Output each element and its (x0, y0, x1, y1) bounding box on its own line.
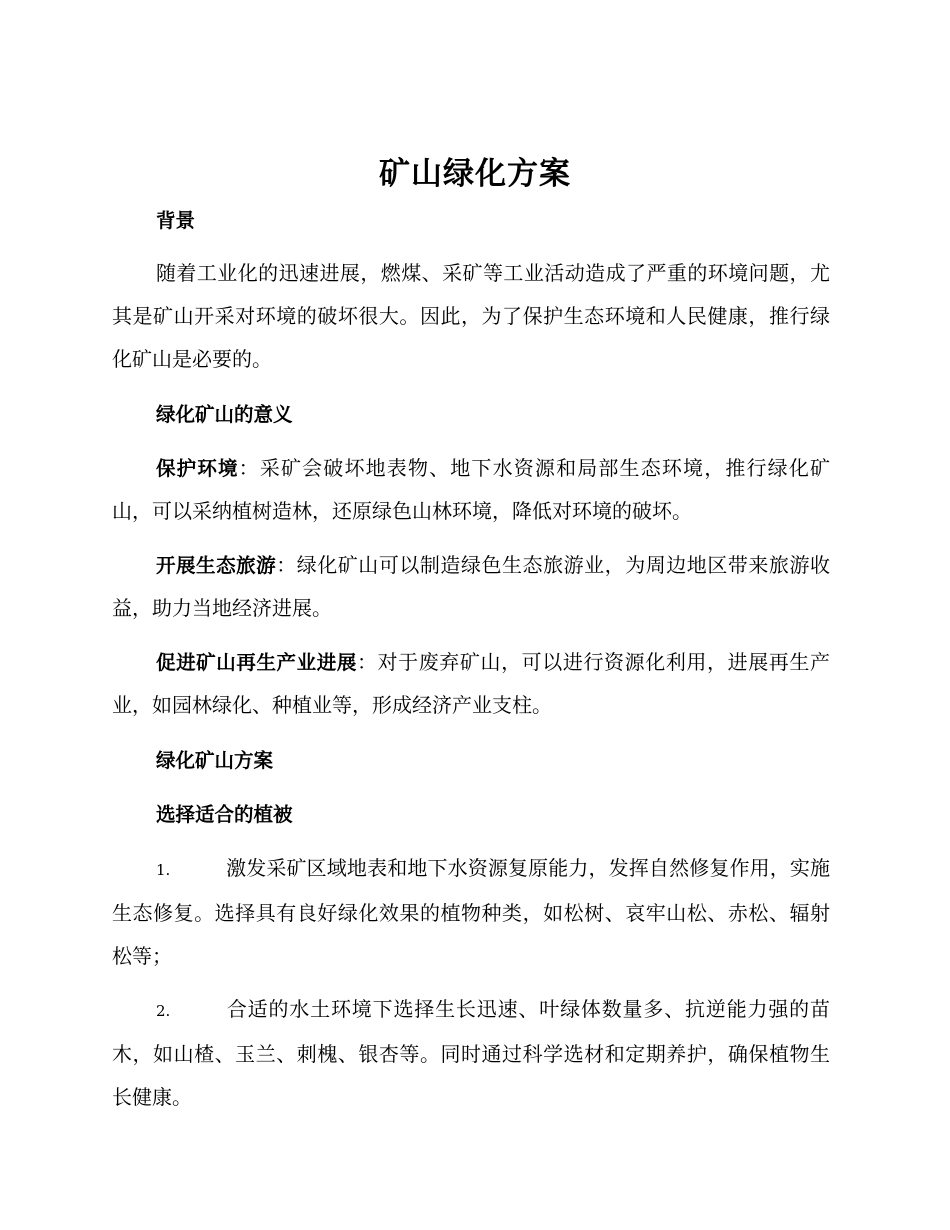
heading-significance: 绿化矿山的意义 (156, 403, 293, 426)
text-regeneration-industry: ：对于废弃矿山，可以进行资源化利用，进展再生产业，如园林绿化、种植业等，形成经济产业支柱。 (112, 650, 830, 717)
list-text-2: 合适的水土环境下选择生长迅速、叶绿体数量多、抗逆能力强的苗木，如山楂、玉兰、刺槐、银杏等。同时通过科学选材和定期养护，确保植物生长健康。 (112, 997, 830, 1109)
paragraph-regeneration-industry (112, 641, 830, 727)
list-item-2 (112, 988, 830, 1119)
paragraph-protect-environment (112, 447, 830, 533)
lead-protect-environment: 保护环境 (156, 457, 239, 480)
document-title: 矿山绿化方案 (379, 156, 571, 192)
paragraph-background: 随着工业化的迅速进展，燃煤、采矿等工业活动造成了严重的环境问题，尤其是矿山开采对环境的破坏很大。因此，为了保护生态环境和人民健康，推行绿化矿山是必要的。 (112, 261, 830, 371)
heading-plan: 绿化矿山方案 (156, 749, 274, 772)
text-eco-tourism: ：绿化矿山可以制造绿色生态旅游业，为周边地区带来旅游收益，助力当地经济进展。 (112, 553, 830, 620)
text-protect-environment: ：采矿会破坏地表物、地下水资源和局部生态环境，推行绿化矿山，可以采纳植树造林，还原绿色山林环境，降低对环境的破坏。 (112, 456, 830, 523)
heading-vegetation: 选择适合的植被 (156, 803, 293, 826)
list-number-2: 2. (156, 1002, 171, 1020)
heading-background: 背景 (156, 209, 196, 232)
list-text-1: 激发采矿区域地表和地下水资源复原能力，发挥自然修复作用，实施生态修复。选择具有良好绿化效果的植物种类，如松树、哀牢山松、赤松、辐射松等； (112, 856, 830, 968)
list-item-1 (112, 847, 830, 978)
paragraph-eco-tourism (112, 544, 830, 630)
list-number-1: 1. (156, 861, 171, 879)
lead-eco-tourism: 开展生态旅游 (156, 554, 277, 577)
lead-regeneration-industry: 促进矿山再生产业进展 (156, 651, 357, 674)
